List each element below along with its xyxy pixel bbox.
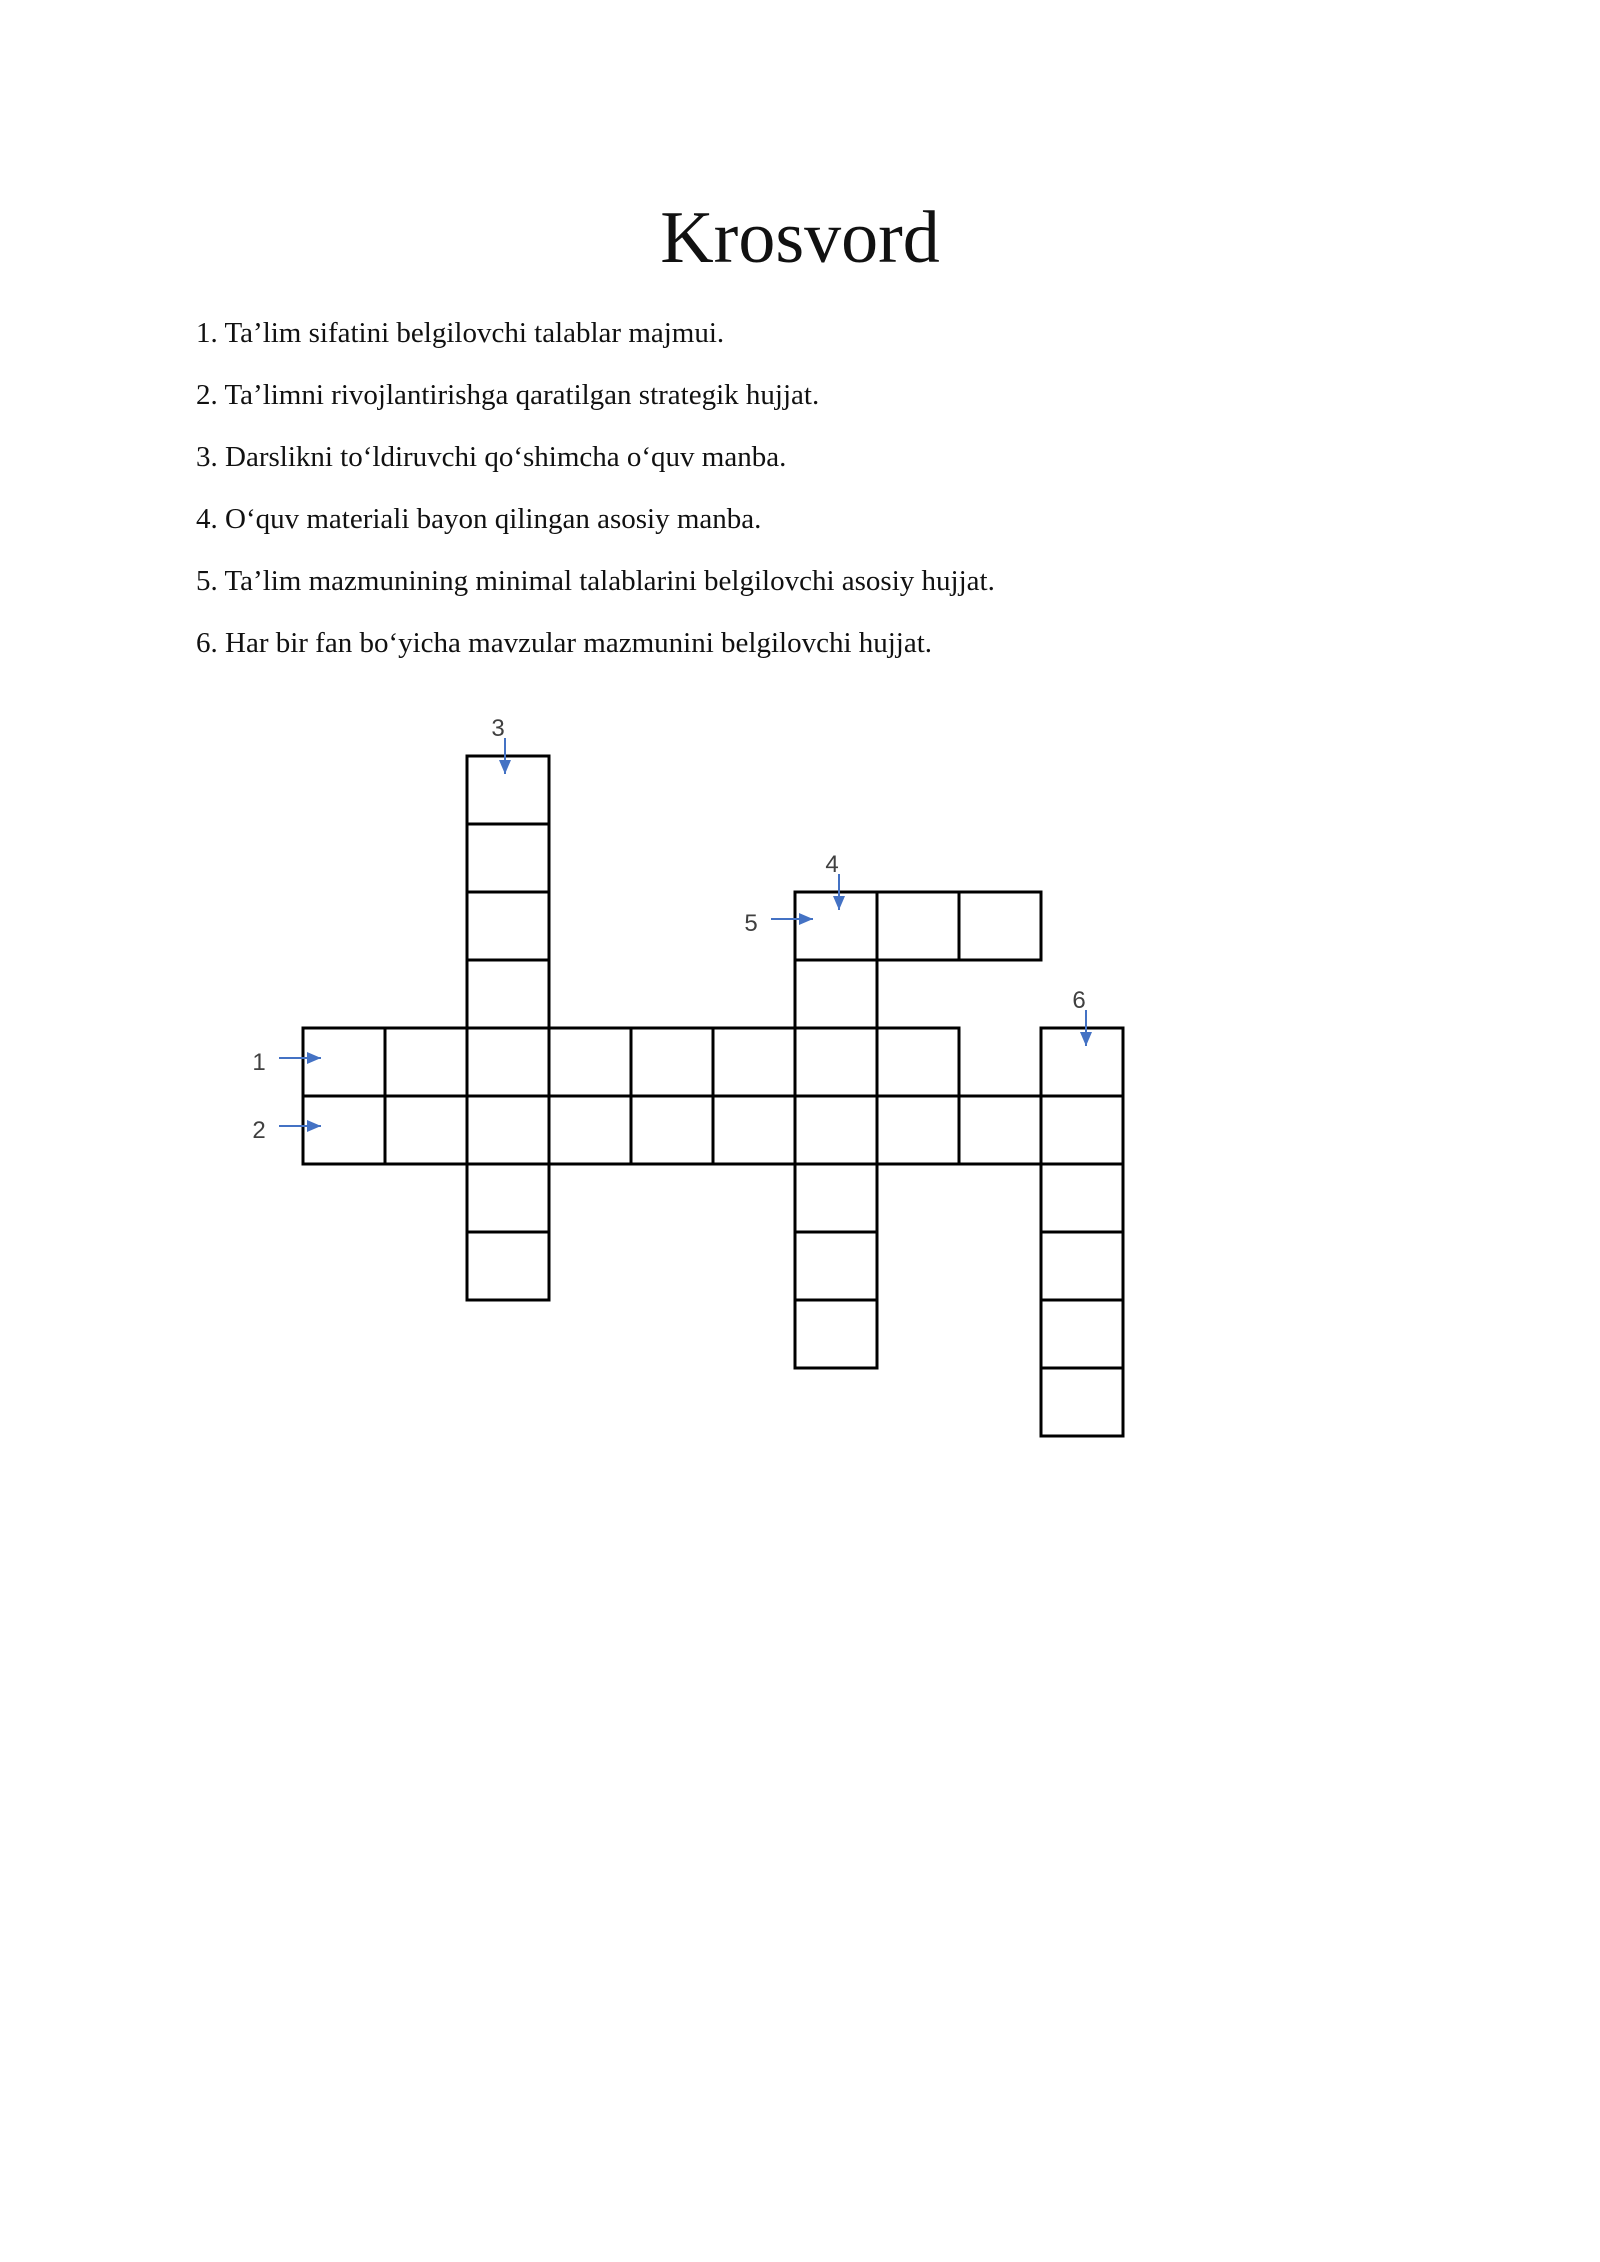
- crossword-cell[interactable]: [1041, 1232, 1123, 1300]
- crossword-cell[interactable]: [1041, 1164, 1123, 1232]
- crossword-cell[interactable]: [467, 824, 549, 892]
- clue-number: 5: [744, 910, 758, 937]
- clue-item: 3. Darslikni to‘ldiruvchi qo‘shimcha o‘quv manba.: [196, 441, 787, 473]
- clue-item: 6. Har bir fan bo‘yicha mavzular mazmunini belgilovchi hujjat.: [196, 627, 933, 659]
- crossword-cell[interactable]: [549, 1096, 631, 1164]
- crossword-cell[interactable]: [1041, 1028, 1123, 1096]
- crossword-cell[interactable]: [467, 960, 549, 1028]
- crossword-cell[interactable]: [795, 1096, 877, 1164]
- clue-number: 6: [1072, 987, 1086, 1014]
- crossword-cell[interactable]: [467, 1164, 549, 1232]
- crossword-cell[interactable]: [795, 1300, 877, 1368]
- crossword-cell[interactable]: [795, 1028, 877, 1096]
- crossword-cell[interactable]: [467, 1028, 549, 1096]
- crossword-cell[interactable]: [959, 1096, 1041, 1164]
- crossword-cell[interactable]: [877, 1096, 959, 1164]
- clue-item: 4. O‘quv materiali bayon qilingan asosiy manba.: [196, 503, 762, 535]
- clue-item: 5. Ta’lim mazmunining minimal talablarini belgilovchi asosiy hujjat.: [196, 565, 995, 597]
- crossword-cell[interactable]: [385, 1028, 467, 1096]
- crossword-cell[interactable]: [959, 892, 1041, 960]
- crossword-cell[interactable]: [1041, 1096, 1123, 1164]
- clue-item: 1. Ta’lim sifatini belgilovchi talablar majmui.: [196, 317, 725, 349]
- crossword-cell[interactable]: [713, 1096, 795, 1164]
- crossword-cell[interactable]: [795, 1232, 877, 1300]
- crossword-cell[interactable]: [877, 892, 959, 960]
- crossword-cell[interactable]: [795, 1164, 877, 1232]
- crossword-cell[interactable]: [467, 1096, 549, 1164]
- crossword-cell[interactable]: [631, 1096, 713, 1164]
- crossword-cell[interactable]: [877, 1028, 959, 1096]
- crossword-cell[interactable]: [713, 1028, 795, 1096]
- clue-item: 2. Ta’limni rivojlantirishga qaratilgan strategik hujjat.: [196, 379, 820, 411]
- page-title: Krosvord: [660, 197, 940, 279]
- crossword-cell[interactable]: [631, 1028, 713, 1096]
- clue-number: 2: [252, 1117, 266, 1144]
- crossword-cell[interactable]: [303, 1096, 385, 1164]
- crossword-cell[interactable]: [467, 892, 549, 960]
- crossword-cell[interactable]: [549, 1028, 631, 1096]
- crossword-cell[interactable]: [1041, 1368, 1123, 1436]
- crossword-cell[interactable]: [385, 1096, 467, 1164]
- crossword-cell[interactable]: [467, 1232, 549, 1300]
- clue-number: 3: [491, 715, 505, 742]
- clue-number: 4: [825, 851, 839, 878]
- crossword-cell[interactable]: [1041, 1300, 1123, 1368]
- clue-number: 1: [252, 1049, 266, 1076]
- crossword-cell[interactable]: [795, 960, 877, 1028]
- crossword-cell[interactable]: [303, 1028, 385, 1096]
